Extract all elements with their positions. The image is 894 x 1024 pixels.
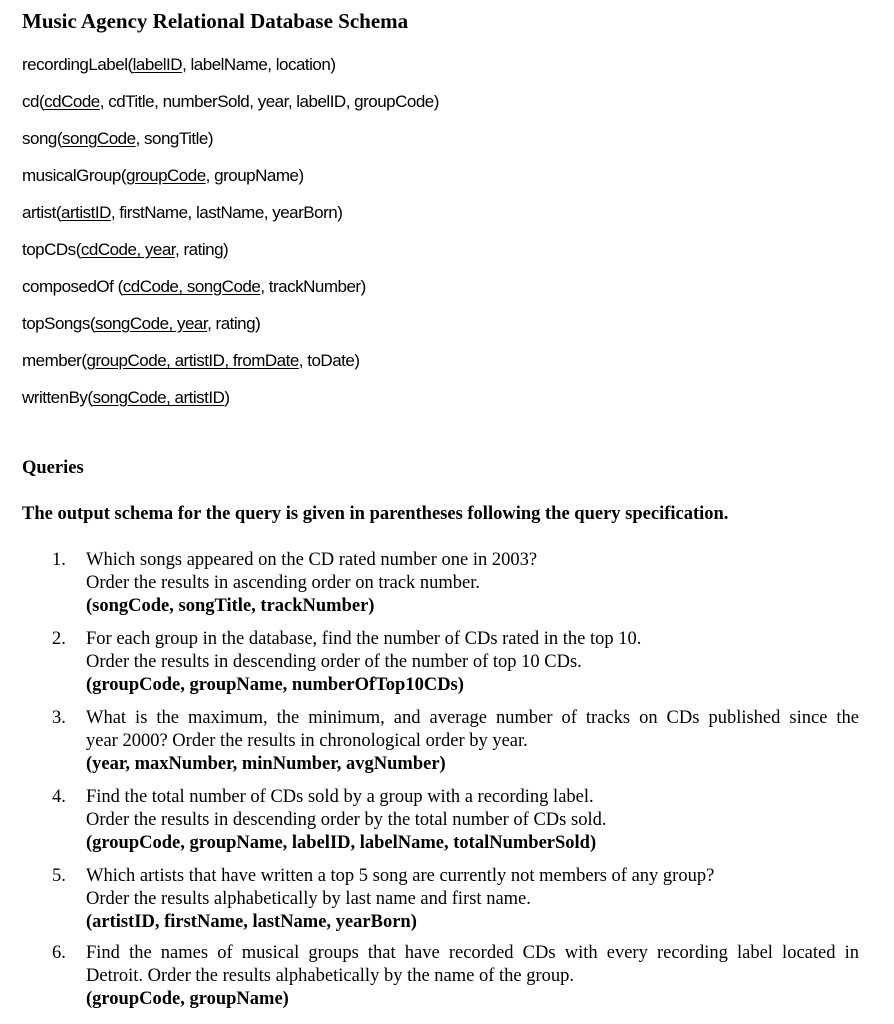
close-paren: ) — [337, 203, 343, 222]
attribute-fields: , firstName, lastName, yearBorn — [110, 203, 338, 222]
query-text-line: year 2000? Order the results in chronological order by year. — [86, 731, 528, 751]
query-body — [86, 865, 859, 934]
schema-relation — [22, 277, 366, 297]
attribute-fields: , labelName, location — [182, 55, 331, 74]
open-paren: ( — [127, 55, 133, 74]
relation-name: song — [22, 129, 57, 148]
primary-key-fields: songCode, year — [95, 314, 208, 333]
open-paren: ( — [120, 166, 127, 185]
open-paren: ( — [38, 92, 45, 111]
query-output-schema: (groupCode, groupName, numberOfTop10CDs) — [86, 675, 464, 695]
primary-key-fields: cdCode, year — [80, 240, 176, 259]
close-paren: ) — [298, 166, 304, 185]
schema-relation — [22, 129, 213, 149]
relation-name: cd — [22, 92, 39, 111]
close-paren: ) — [360, 277, 366, 296]
close-paren: ) — [255, 314, 261, 333]
attribute-fields: , cdTitle, numberSold, year, labelID, groupCode — [99, 92, 434, 111]
query-text-line: Order the results alphabetically by last name and first name. — [86, 889, 531, 909]
primary-key-fields: songCode, artistID — [92, 388, 225, 407]
primary-key-fields: labelID — [132, 55, 183, 74]
query-number: 6. — [52, 943, 66, 963]
attribute-fields: , rating — [175, 240, 224, 259]
attribute-fields: , toDate — [298, 351, 355, 370]
query-text-line: Detroit. Order the results alphabetically by the name of the group. — [86, 966, 575, 986]
query-text-line: Which songs appeared on the CD rated number one in 2003? — [86, 550, 538, 570]
query-number: 3. — [52, 708, 66, 728]
attribute-fields: , rating — [207, 314, 256, 333]
open-paren: ( — [56, 129, 63, 148]
schema-relation — [22, 351, 360, 371]
relation-name: topCDs — [22, 240, 76, 259]
relation-name: artist — [22, 203, 56, 222]
relation-name: topSongs — [22, 314, 90, 333]
close-paren: ) — [207, 129, 214, 148]
schema-relation — [22, 203, 342, 223]
close-paren: ) — [224, 388, 230, 407]
query-body — [86, 628, 859, 697]
open-paren: ( — [75, 240, 81, 259]
schema-relation — [22, 55, 336, 75]
query-number: 4. — [52, 787, 66, 807]
relation-name: recordingLabel — [22, 55, 128, 74]
output-schema-note: The output schema for the query is given in parentheses following the query specification. — [22, 504, 729, 524]
primary-key-fields: groupCode — [126, 166, 206, 185]
query-output-schema: (groupCode, groupName, labelID, labelName, totalNumberSold) — [86, 833, 597, 853]
attribute-fields: , trackNumber — [260, 277, 361, 296]
query-body — [86, 549, 859, 618]
relation-name: composedOf — [22, 277, 118, 296]
query-text-line: For each group in the database, find the number of CDs rated in the top 10. — [86, 629, 642, 649]
relation-name: member — [22, 351, 82, 370]
query-text-line: What is the maximum, the minimum, and average number of tracks on CDs published since the — [86, 708, 859, 728]
primary-key-fields: cdCode — [44, 92, 100, 111]
relation-name: writtenBy — [22, 388, 88, 407]
close-paren: ) — [330, 55, 336, 74]
query-body — [86, 942, 859, 1011]
close-paren: ) — [223, 240, 229, 259]
schema-relation — [22, 314, 260, 334]
query-text-line: Order the results in descending order by the total number of CDs sold. — [86, 810, 607, 830]
schema-relation — [22, 388, 230, 408]
query-text-line: Which artists that have written a top 5 song are currently not members of any group? — [86, 866, 715, 886]
query-text-line: Order the results in ascending order on track number. — [86, 573, 481, 593]
schema-relation — [22, 240, 228, 260]
query-output-schema: (artistID, firstName, lastName, yearBorn) — [86, 912, 417, 932]
primary-key-fields: cdCode, songCode — [122, 277, 261, 296]
attribute-fields: , groupName — [205, 166, 299, 185]
queries-heading: Queries — [22, 458, 84, 478]
query-body — [86, 707, 859, 776]
query-number: 5. — [52, 866, 66, 886]
query-text-line: Find the names of musical groups that have recorded CDs with every recording label located in — [86, 943, 859, 963]
schema-relation — [22, 92, 439, 112]
query-number: 1. — [52, 550, 66, 570]
open-paren: ( — [117, 277, 123, 296]
primary-key-fields: songCode — [62, 129, 136, 148]
open-paren: ( — [89, 314, 96, 333]
open-paren: ( — [87, 388, 93, 407]
open-paren: ( — [81, 351, 87, 370]
query-output-schema: (songCode, songTitle, trackNumber) — [86, 596, 375, 616]
query-text-line: Find the total number of CDs sold by a group with a recording label. — [86, 787, 594, 807]
close-paren: ) — [354, 351, 360, 370]
query-output-schema: (year, maxNumber, minNumber, avgNumber) — [86, 754, 446, 774]
schema-relation — [22, 166, 304, 186]
query-number: 2. — [52, 629, 66, 649]
document-title: Music Agency Relational Database Schema — [22, 9, 409, 33]
primary-key-fields: groupCode, artistID, fromDate — [86, 351, 299, 370]
query-output-schema: (groupCode, groupName) — [86, 989, 289, 1009]
attribute-fields: , songTitle — [135, 129, 208, 148]
relation-name: musicalGroup — [22, 166, 121, 185]
primary-key-fields: artistID — [61, 203, 111, 222]
query-text-line: Order the results in descending order of the number of top 10 CDs. — [86, 652, 582, 672]
query-body — [86, 786, 859, 855]
close-paren: ) — [433, 92, 439, 111]
open-paren: ( — [55, 203, 62, 222]
